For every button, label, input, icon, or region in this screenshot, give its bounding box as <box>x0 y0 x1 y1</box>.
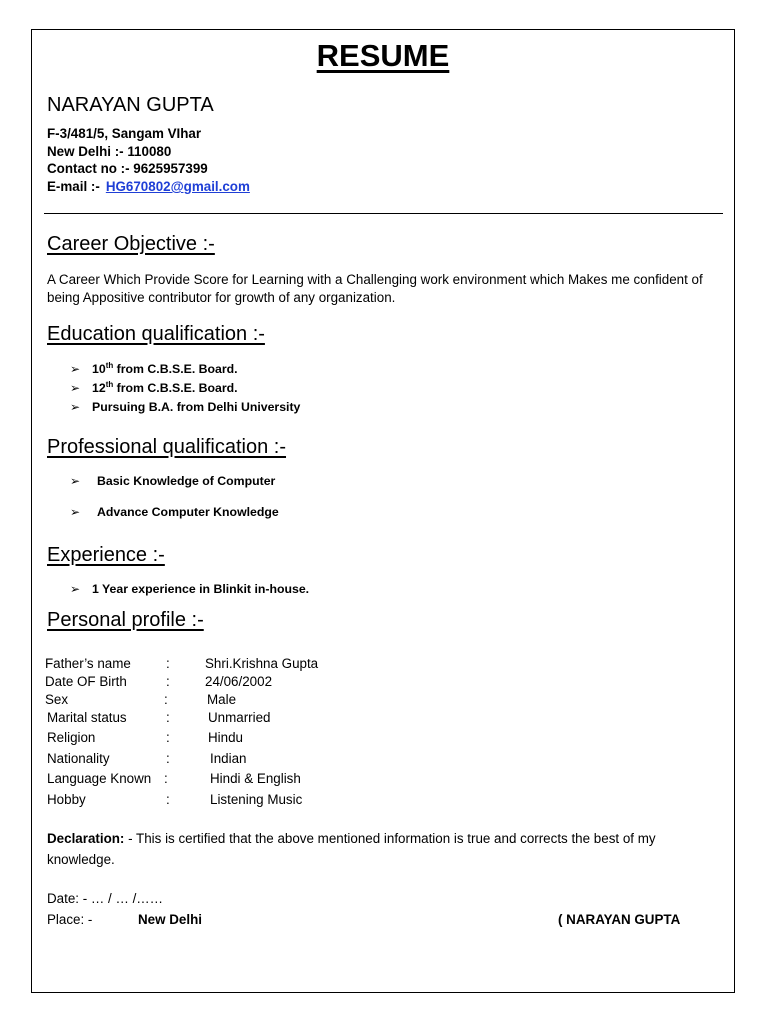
place-value: New Delhi <box>138 912 202 927</box>
education-item <box>70 361 238 376</box>
profile-colon: : <box>166 751 170 766</box>
profile-label: Date OF Birth <box>45 674 127 689</box>
professional-item <box>70 505 279 519</box>
profile-label: Marital status <box>47 710 127 725</box>
professional-item-text: Basic Knowledge of Computer <box>97 474 276 488</box>
resume-page <box>31 29 735 993</box>
experience-heading: Experience :- <box>47 544 165 566</box>
profile-colon: : <box>164 771 168 786</box>
arrow-bullet-icon: ➢ <box>70 505 81 519</box>
profile-label: Father’s name <box>45 656 131 671</box>
profile-value: Indian <box>210 751 247 766</box>
profile-value: Unmarried <box>208 710 271 725</box>
professional-item <box>70 474 275 488</box>
profile-value: Male <box>207 692 237 707</box>
arrow-bullet-icon: ➢ <box>70 381 81 396</box>
address-line-1: F-3/481/5, Sangam VIhar <box>47 126 202 141</box>
profile-label: Religion <box>47 730 96 745</box>
profile-colon: : <box>166 730 170 745</box>
profile-colon: : <box>164 692 168 707</box>
profile-value: 24/06/2002 <box>205 674 273 689</box>
ordinal-suffix: th <box>105 361 114 370</box>
arrow-bullet-icon: ➢ <box>70 582 81 596</box>
declaration-label: Declaration: <box>47 831 125 846</box>
professional-item-text: Advance Computer Knowledge <box>97 505 279 519</box>
education-item-text: 12 <box>92 381 106 396</box>
date-line: Date: - … / … /…… <box>47 891 164 906</box>
education-item <box>70 400 300 414</box>
email-row <box>47 179 250 194</box>
signature-name: ( NARAYAN GUPTA <box>558 912 681 927</box>
ordinal-suffix: th <box>105 380 114 389</box>
education-heading: Education qualification :- <box>47 323 265 345</box>
declaration-text: - This is certified that the above mentioned information is true and corrects the best of my knowledge. <box>47 831 656 867</box>
education-item-text: Pursuing B.A. from Delhi University <box>92 400 301 414</box>
declaration <box>47 828 707 870</box>
education-item-rest: from C.B.S.E. Board. <box>113 362 238 377</box>
profile-label: Hobby <box>47 792 86 807</box>
professional-heading: Professional qualification :- <box>47 436 287 458</box>
candidate-name: NARAYAN GUPTA <box>47 94 214 116</box>
profile-value: Shri.Krishna Gupta <box>205 656 319 671</box>
education-item-text: 10 <box>92 362 106 377</box>
header-divider <box>44 213 723 214</box>
profile-colon: : <box>166 674 170 689</box>
career-objective-text: A Career Which Provide Score for Learning with a Challenging work environment which Makes me confident of being Appositive contributor for growth of any organization. <box>47 272 703 305</box>
education-item <box>70 380 238 395</box>
profile-colon: : <box>166 792 170 807</box>
contact-number: Contact no :- 9625957399 <box>47 161 208 176</box>
email-label: E-mail :- <box>47 179 100 194</box>
experience-item <box>70 582 309 596</box>
resume-title: RESUME <box>316 38 450 73</box>
profile-value: Listening Music <box>210 792 303 807</box>
place-label: Place: - <box>47 912 93 927</box>
profile-label: Language Known <box>47 771 152 786</box>
profile-label: Sex <box>45 692 69 707</box>
email-link[interactable]: HG670802@gmail.com <box>105 179 250 194</box>
arrow-bullet-icon: ➢ <box>70 362 81 377</box>
education-item-rest: from C.B.S.E. Board. <box>113 381 238 396</box>
profile-value: Hindu <box>208 730 243 745</box>
profile-value: Hindi & English <box>210 771 301 786</box>
profile-label: Nationality <box>47 751 110 766</box>
profile-colon: : <box>166 710 170 725</box>
arrow-bullet-icon: ➢ <box>70 474 81 488</box>
experience-item-text: 1 Year experience in Blinkit in-house. <box>92 582 310 596</box>
career-objective-heading: Career Objective :- <box>47 233 215 255</box>
personal-profile-heading: Personal profile :- <box>47 609 204 631</box>
profile-colon: : <box>166 656 170 671</box>
arrow-bullet-icon: ➢ <box>70 400 81 414</box>
address-line-2: New Delhi :- 110080 <box>47 144 172 159</box>
